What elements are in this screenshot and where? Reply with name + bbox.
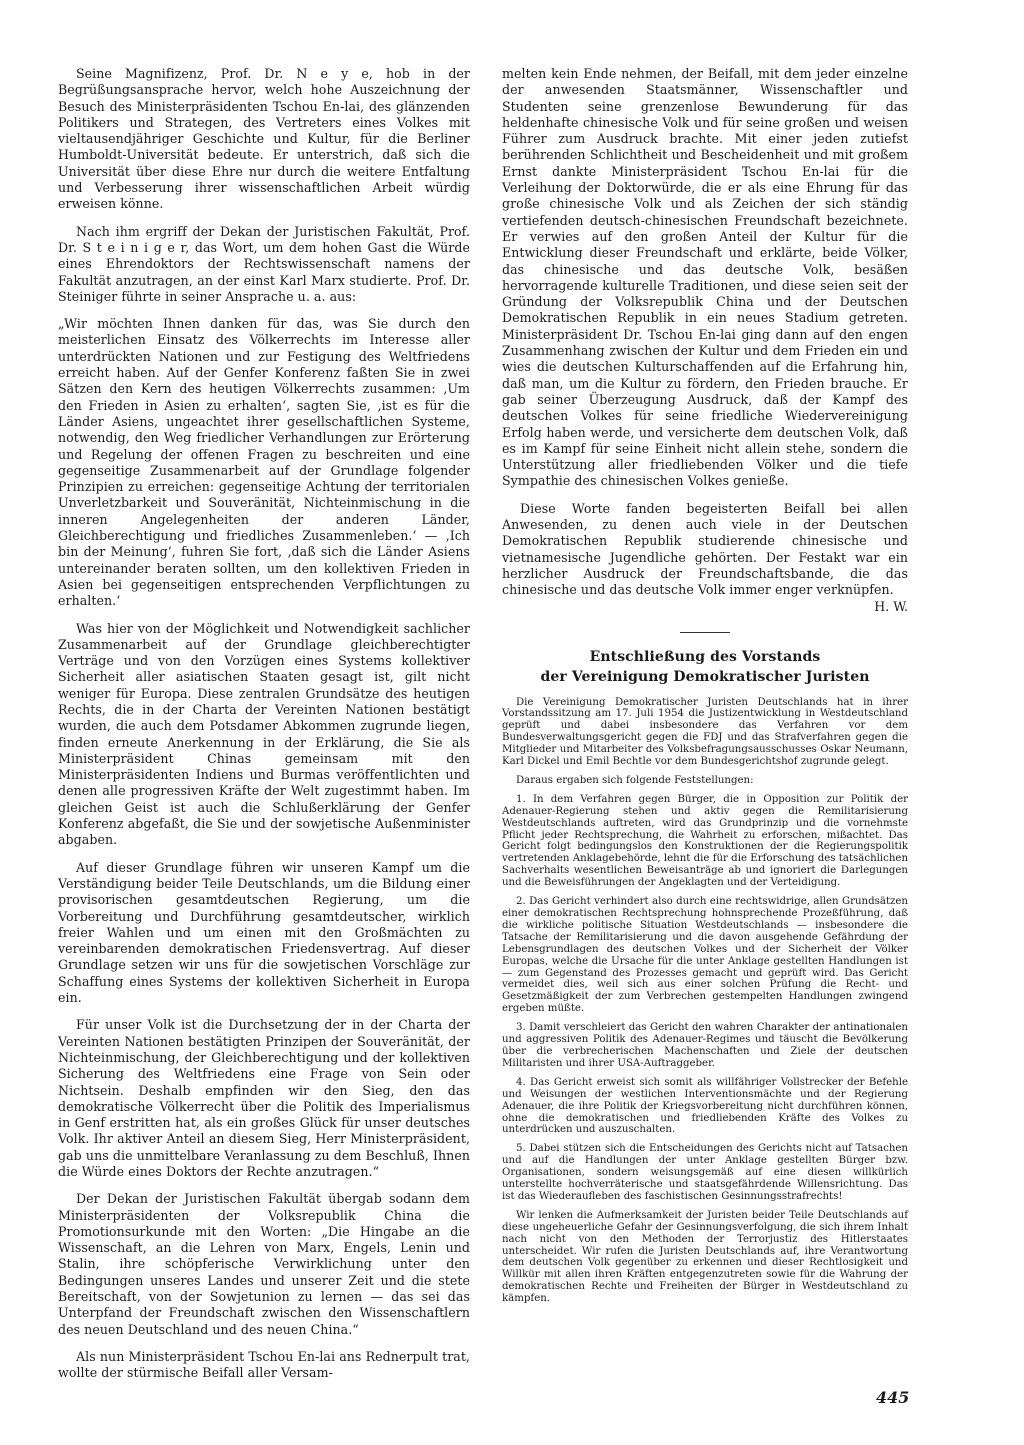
page-number: 445 bbox=[876, 1388, 910, 1407]
resolution-closing: Wir lenken die Aufmerksamkeit der Juristen beider Teile Deutschlands auf diese ungeheuerliche Gefahr der Gesinnungsverfolgung, die sich ihrem Inhalt nach nicht von den Methoden der Terrorjustiz des Hitlerstaates unterscheidet. Wir rufen die Juristen Deutschlands auf, ihre Verantwortung dem deutschen Volk gegenüber zu erkennen und dieser Rechtlosigkeit und Willkür mit allen ihren Kräften entgegenzutreten sowie für die Wahrung der demokratischen Rechte und Freiheiten der Bürger in Westdeutschland zu kämpfen. bbox=[502, 1209, 908, 1305]
resolution-point: 1. In dem Verfahren gegen Bürger, die in Opposition zur Politik der Adenauer-Regierung stehen und aktiv gegen die Remilitarisierung Westdeutschlands auftreten, wird das Grundprinzip und die vornehmste Pflicht jeder Rechtsprechung, die Wahrheit zu erforschen, mißachtet. Das Gericht folgt bedingungslos den Konstruktionen der die Regierungspolitik vertretenden Anklagebehörde, lehnt die für die Erforschung des tatsächlichen Sachverhalts wesentlichen Beweisanträge ab und ignoriert die Darlegungen und die Beweisführungen der Angeklagten und der Verteidigung. bbox=[502, 793, 908, 889]
paragraph: Nach ihm ergriff der Dekan der Juristischen Fakultät, Prof. Dr. S t e i n i g e r, das Wort, um dem hohen Gast die Würde eines Ehrendoktors der Rechtswissenschaft namens der Fakultät anzutragen, an der einst Karl Marx studierte. Prof. Dr. Steiniger führte in seiner Ansprache u. a. aus: bbox=[58, 223, 470, 304]
author-signature: H. W. bbox=[874, 598, 908, 614]
section-title bbox=[502, 647, 908, 687]
article-continuation bbox=[502, 66, 908, 614]
paragraph: Für unser Volk ist die Durchsetzung der in der Charta der Vereinten Nationen bestätigten Prinzipen der Souveränität, der Nichteinmischung, der Gleichberechtigung und der kollektiven Sicherung des Weltfriedens eine Frage von Sein oder Nichtsein. Deshalb empfinden wir den Sieg, den das demokratische Völkerrecht über die Politik des Imperialismus in Genf erstritten hat, als ein großes Glück für unser deutsches Volk. Ihr aktiver Anteil an diesem Sieg, Herr Ministerpräsident, gab uns die unmittelbare Veranlassung zu dem Beschluß, Ihnen die Würde eines Doktors der Rechte anzutragen.“ bbox=[58, 1017, 470, 1179]
paragraph: Als nun Ministerpräsident Tschou En-lai ans Rednerpult trat, wollte der stürmische Beifall aller Versam- bbox=[58, 1348, 470, 1381]
left-column bbox=[58, 66, 470, 1382]
resolution-point: 4. Das Gericht erweist sich somit als willfähriger Vollstrecker der Befehle und Weisungen der westlichen Interventionsmächte und der Regierung Adenauer, die ihre Politik der Kriegsvorbereitung nicht durchführen können, ohne die demokratischen und friedliebenden Kräfte des Volkes zu unterdrücken und auszuschalten. bbox=[502, 1076, 908, 1136]
resolution-point: 3. Damit verschleiert das Gericht den wahren Charakter der antinationalen und aggressiven Politik des Adenauer-Regimes und täuscht die Bevölkerung über die verbrecherischen Machenschaften und Ziele der deutschen Militaristen und ihrer USA-Auftraggeber. bbox=[502, 1022, 908, 1069]
paragraph: Diese Worte fanden begeisterten Beifall bei allen Anwesenden, zu denen auch viele in der Deutschen Demokratischen Republik studierende chinesische und vietnamesische Jugendliche gehörten. Der Festakt war ein herzlicher Ausdruck der Freundschaftsbande, die das chinesische und das deutsche Volk immer enger verknüpfen. bbox=[502, 500, 908, 598]
section-title-line-1: Entschließung des Vorstands bbox=[589, 648, 821, 665]
right-column bbox=[502, 66, 908, 1305]
section-divider bbox=[680, 632, 730, 633]
resolution-lead: Daraus ergaben sich folgende Feststellungen: bbox=[516, 774, 754, 786]
resolution-text bbox=[502, 697, 908, 1306]
resolution-point: 5. Dabei stützen sich die Entscheidungen des Gerichts nicht auf Tatsachen und auf die Handlungen der unter Anklage gestellten Bürger bzw. Organisationen, sondern weisungsgemäß auf eine diesen willkürlich unterstellte hochverräterische und staatsgefährdende Willensrichtung. Das ist das Wiederaufleben des faschistischen Gesinnungsstrafrechts! bbox=[502, 1143, 908, 1202]
quote-paragraph: „Wir möchten Ihnen danken für das, was Sie durch den meisterlichen Einsatz des Völkerrechts im Interesse aller unterdrückten Nationen und zur Festigung des Weltfriedens erreicht haben. Auf der Genfer Konferenz faßten Sie in zwei Sätzen den Kern des heutigen Völkerrechts zusammen: ‚Um den Frieden in Asien zu erhalten‘, sagten Sie, ‚ist es für die Länder Asiens, ungeachtet ihrer gesellschaftlichen Systeme, notwendig, den Weg friedlicher Verhandlungen zur Erörterung und Regelung der offenen Fragen zu beschreiten und eine gegenseitige Zusammenarbeit auf der Grundlage folgender Prinzipien zu erreichen: gegenseitige Achtung der territorialen Unverletzbarkeit und Souveränität, Nichteinmischung in die inneren Angelegenheiten der anderen Länder, Gleichberechtigung und friedliches Zusammenleben.‘ — ‚Ich bin der Meinung‘, fuhren Sie fort, ‚daß sich die Länder Asiens untereinander beraten sollten, um den kollektiven Frieden in Asien bei gegenseitigen entsprechenden Verpflichtungen zu erhalten.‘ bbox=[58, 316, 470, 609]
paragraph: Der Dekan der Juristischen Fakultät übergab sodann dem Ministerpräsidenten der Volksrepublik China die Promotionsurkunde mit den Worten: „Die Hingabe an die Wissenschaft, an die Lehren von Marx, Engels, Lenin und Stalin, ihre schöpferische Verwirklichung unter den Bedingungen unseres Landes und unserer Zeit und die stete Bereitschaft, von der Sowjetunion zu lernen — das sei das Unterpfand der Freundschaft zwischen den Wissenschaftlern des neuen Deutschland und des neuen China.“ bbox=[58, 1191, 470, 1337]
section-title-line-2: der Vereinigung Demokratischer Juristen bbox=[540, 668, 870, 685]
paragraph: Auf dieser Grundlage führen wir unseren Kampf um die Verständigung beider Teile Deutschlands, um die Bildung einer provisorischen gesamtdeutschen Regierung, um die Vorbereitung und Durchführung gesamtdeutscher, wirklich freier Wahlen und um einen mit den Großmächten zu vereinbarenden demokratischen Friedensvertrag. Auf dieser Grundlage setzen wir uns für die sowjetischen Vorschläge zur Schaffung eines Systems der kollektiven Sicherheit in Europa ein. bbox=[58, 859, 470, 1006]
resolution-point: 2. Das Gericht verhindert also durch eine rechtswidrige, allen Grundsätzen einer demokratischen Rechtsprechung hohnsprechende Prozeßführung, daß die wirkliche politische Situation Westdeutschlands — insbesondere die Tatsache der Remilitarisierung und die davon ausgehende Gefährdung der Lebensgrundlagen des deutschen Volkes und der Sicherheit der Völker Europas, welche die Ursache für die unter Anklage gestellten Handlungen ist — zum Gegenstand des Prozesses gemacht und geprüft wird. Das Gericht vermeidet dies, weil sich aus einer solchen Prüfung die Recht- und Gesetzmäßigkeit der zum Verbrechen gestempelten Handlungen zwingend ergeben müßte. bbox=[502, 896, 908, 1015]
paragraph: melten kein Ende nehmen, der Beifall, mit dem jeder einzelne der anwesenden Staatsmänner, Wissenschaftler und Studenten seine grenzenlose Bewunderung für das heldenhafte chinesische Volk und für seine großen und weisen Führer zum Ausdruck brachte. Mit einer jeden zutiefst berührenden Schlichtheit und Bescheidenheit und mit großem Ernst dankte Ministerpräsident Tschou En-lai für die Verleihung der Doktorwürde, die er als eine Ehrung für das große chinesische Volk und als Zeichen der sich ständig vertiefenden deutsch-chinesischen Freundschaft bezeichnete. Er verwies auf den großen Anteil der Kultur für die Entwicklung dieser Freundschaft und erklärte, beide Völker, das chinesische und das deutsche Volk, besäßen hervorragende kulturelle Traditionen, und diese seien seit der Gründung der Volksrepublik China und der Deutschen Demokratischen Republik in ein neues Stadium getreten. Ministerpräsident Dr. Tschou En-lai ging dann auf den engen Zusammenhang zwischen der Kultur und dem Frieden ein und wies die deutschen Kulturschaffenden auf die Erfahrung hin, daß man, um die Kultur zu fördern, den Frieden brauche. Er gab seiner Überzeugung Ausdruck, daß der Kampf des deutschen Volkes für seine friedliche Wiedervereinigung Erfolg haben werde, und versicherte dem deutschen Volk, daß es im Kampf für seine Einheit nicht allein stehe, sondern die Unterstützung aller friedliebenden Völker und die tiefe Sympathie des chinesischen Volkes genieße. bbox=[502, 66, 908, 489]
resolution-section bbox=[502, 647, 908, 1306]
resolution-intro: Die Vereinigung Demokratischer Juristen Deutschlands hat in ihrer Vorstandssitzung am 17. Juli 1954 die Justizentwicklung in Westdeutschland geprüft und dabei insbesondere das Verfahren vor dem Bundesverwaltungsgericht gegen die FDJ und das Strafverfahren gegen die Mitglieder und Mitarbeiter des Volksbefragungsausschusses Oskar Neumann, Karl Dickel und Emil Bechtle vor dem Bundesgerichtshof zugrunde gelegt. bbox=[502, 696, 908, 768]
paragraph: Seine Magnifizenz, Prof. Dr. N e y e, hob in der Begrüßungsansprache hervor, welch hohe Auszeichnung der Besuch des Ministerpräsidenten Tschou En-lai, des glänzenden Politikers und Strategen, des Vertreters eines Volkes mit vieltausendjähriger Geschichte und Kultur, für die Berliner Humboldt-Universität bedeute. Er unterstrich, daß sich die Universität über diese Ehre nur durch die weitere Entfaltung und Verbesserung ihrer wissenschaftlichen Arbeit würdig erweisen könne. bbox=[58, 66, 470, 212]
paragraph: Was hier von der Möglichkeit und Notwendigkeit sachlicher Zusammenarbeit auf der Grundlage gleichberechtigter Verträge und von den Vorzügen eines Systems kollektiver Sicherheit aller asiatischen Staaten gesagt ist, gilt nicht weniger für Europa. Diese zentralen Grundsätze des heutigen Rechts, die in der Charta der Vereinten Nationen bestätigt wurden, die auch dem Potsdamer Abkommen zugrunde liegen, finden erneute Anerkennung in der Erklärung, die Sie als Ministerpräsident Chinas gemeinsam mit den Ministerpräsidenten Indiens und Burmas veröffentlichten und denen alle progressiven Kräfte der Welt zugestimmt haben. Im gleichen Geist ist auch die Schlußerklärung der Genfer Konferenz abgefaßt, die Sie und der sowjetische Außenminister abgaben. bbox=[58, 620, 470, 848]
